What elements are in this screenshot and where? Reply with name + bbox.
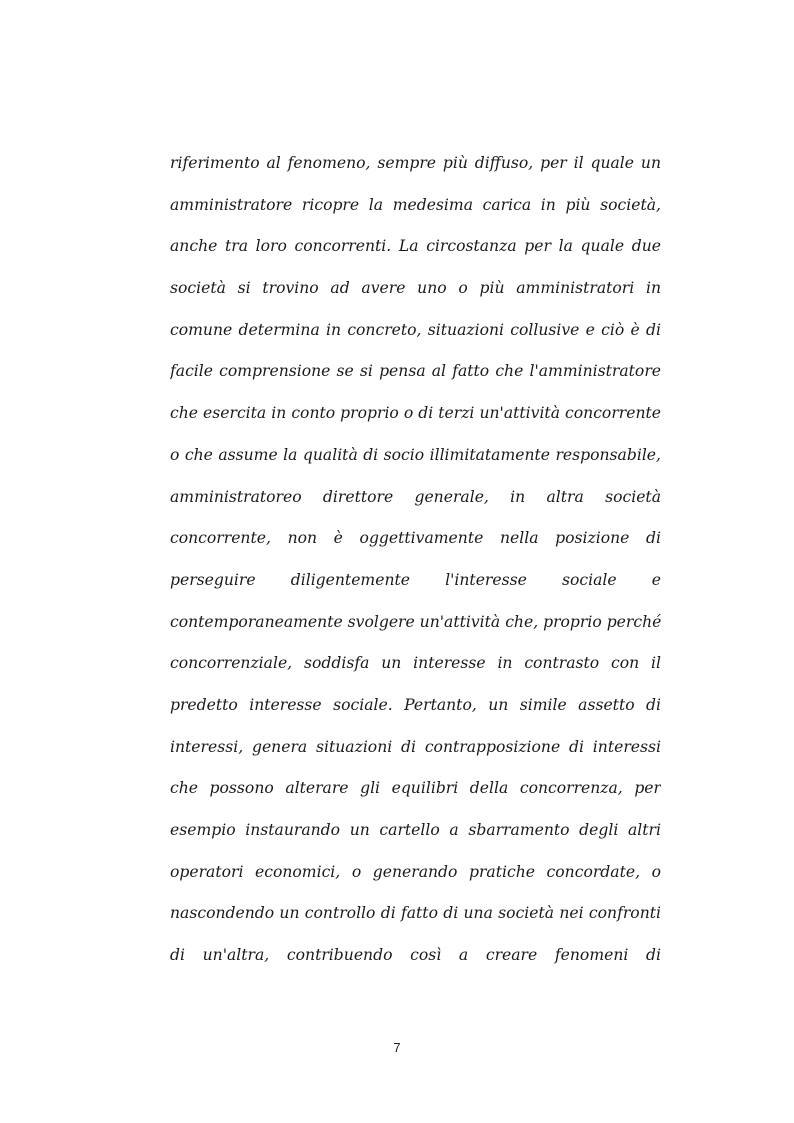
text-line: interessi, genera situazioni di contrapposizione di interessi [170, 737, 661, 756]
text-line: contemporaneamente svolgere un'attività che, proprio perché [170, 612, 661, 631]
body-paragraph [170, 149, 661, 983]
text-line: perseguire diligentemente l'interesse sociale e [170, 570, 661, 589]
text-line: concorrente, non è oggettivamente nella posizione di [170, 529, 661, 548]
text-line: che possono alterare gli equilibri della concorrenza, per [170, 779, 661, 798]
text-line: che esercita in conto proprio o di terzi un'attività concorrente [170, 404, 661, 423]
text-line: o che assume la qualità di socio illimitatamente responsabile, [170, 445, 661, 464]
text-line: predetto interesse sociale. Pertanto, un simile assetto di [170, 695, 661, 714]
text-line: operatori economici, o generando pratiche concordate, o [170, 862, 661, 881]
text-line: amministratoreo direttore generale, in altra società [170, 487, 661, 506]
text-line: amministratore ricopre la medesima carica in più società, [170, 195, 661, 214]
text-line: facile comprensione se si pensa al fatto che l'amministratore [170, 362, 661, 381]
text-line: concorrenziale, soddisfa un interesse in contrasto con il [170, 654, 661, 673]
text-line: riferimento al fenomeno, sempre più diffuso, per il quale un [170, 154, 661, 172]
text-line: comune determina in concreto, situazioni collusive e ciò è di [170, 320, 661, 339]
text-line: nascondendo un controllo di fatto di una società nei confronti [170, 904, 661, 923]
text-line: di un'altra, contribuendo così a creare fenomeni di [170, 946, 661, 965]
text-line: esempio instaurando un cartello a sbarramento degli altri [170, 821, 661, 839]
text-line: anche tra loro concorrenti. La circostanza per la quale due [170, 237, 661, 256]
text-line: società si trovino ad avere uno o più amministratori in [170, 279, 661, 298]
page-number: 7 [393, 1040, 401, 1055]
